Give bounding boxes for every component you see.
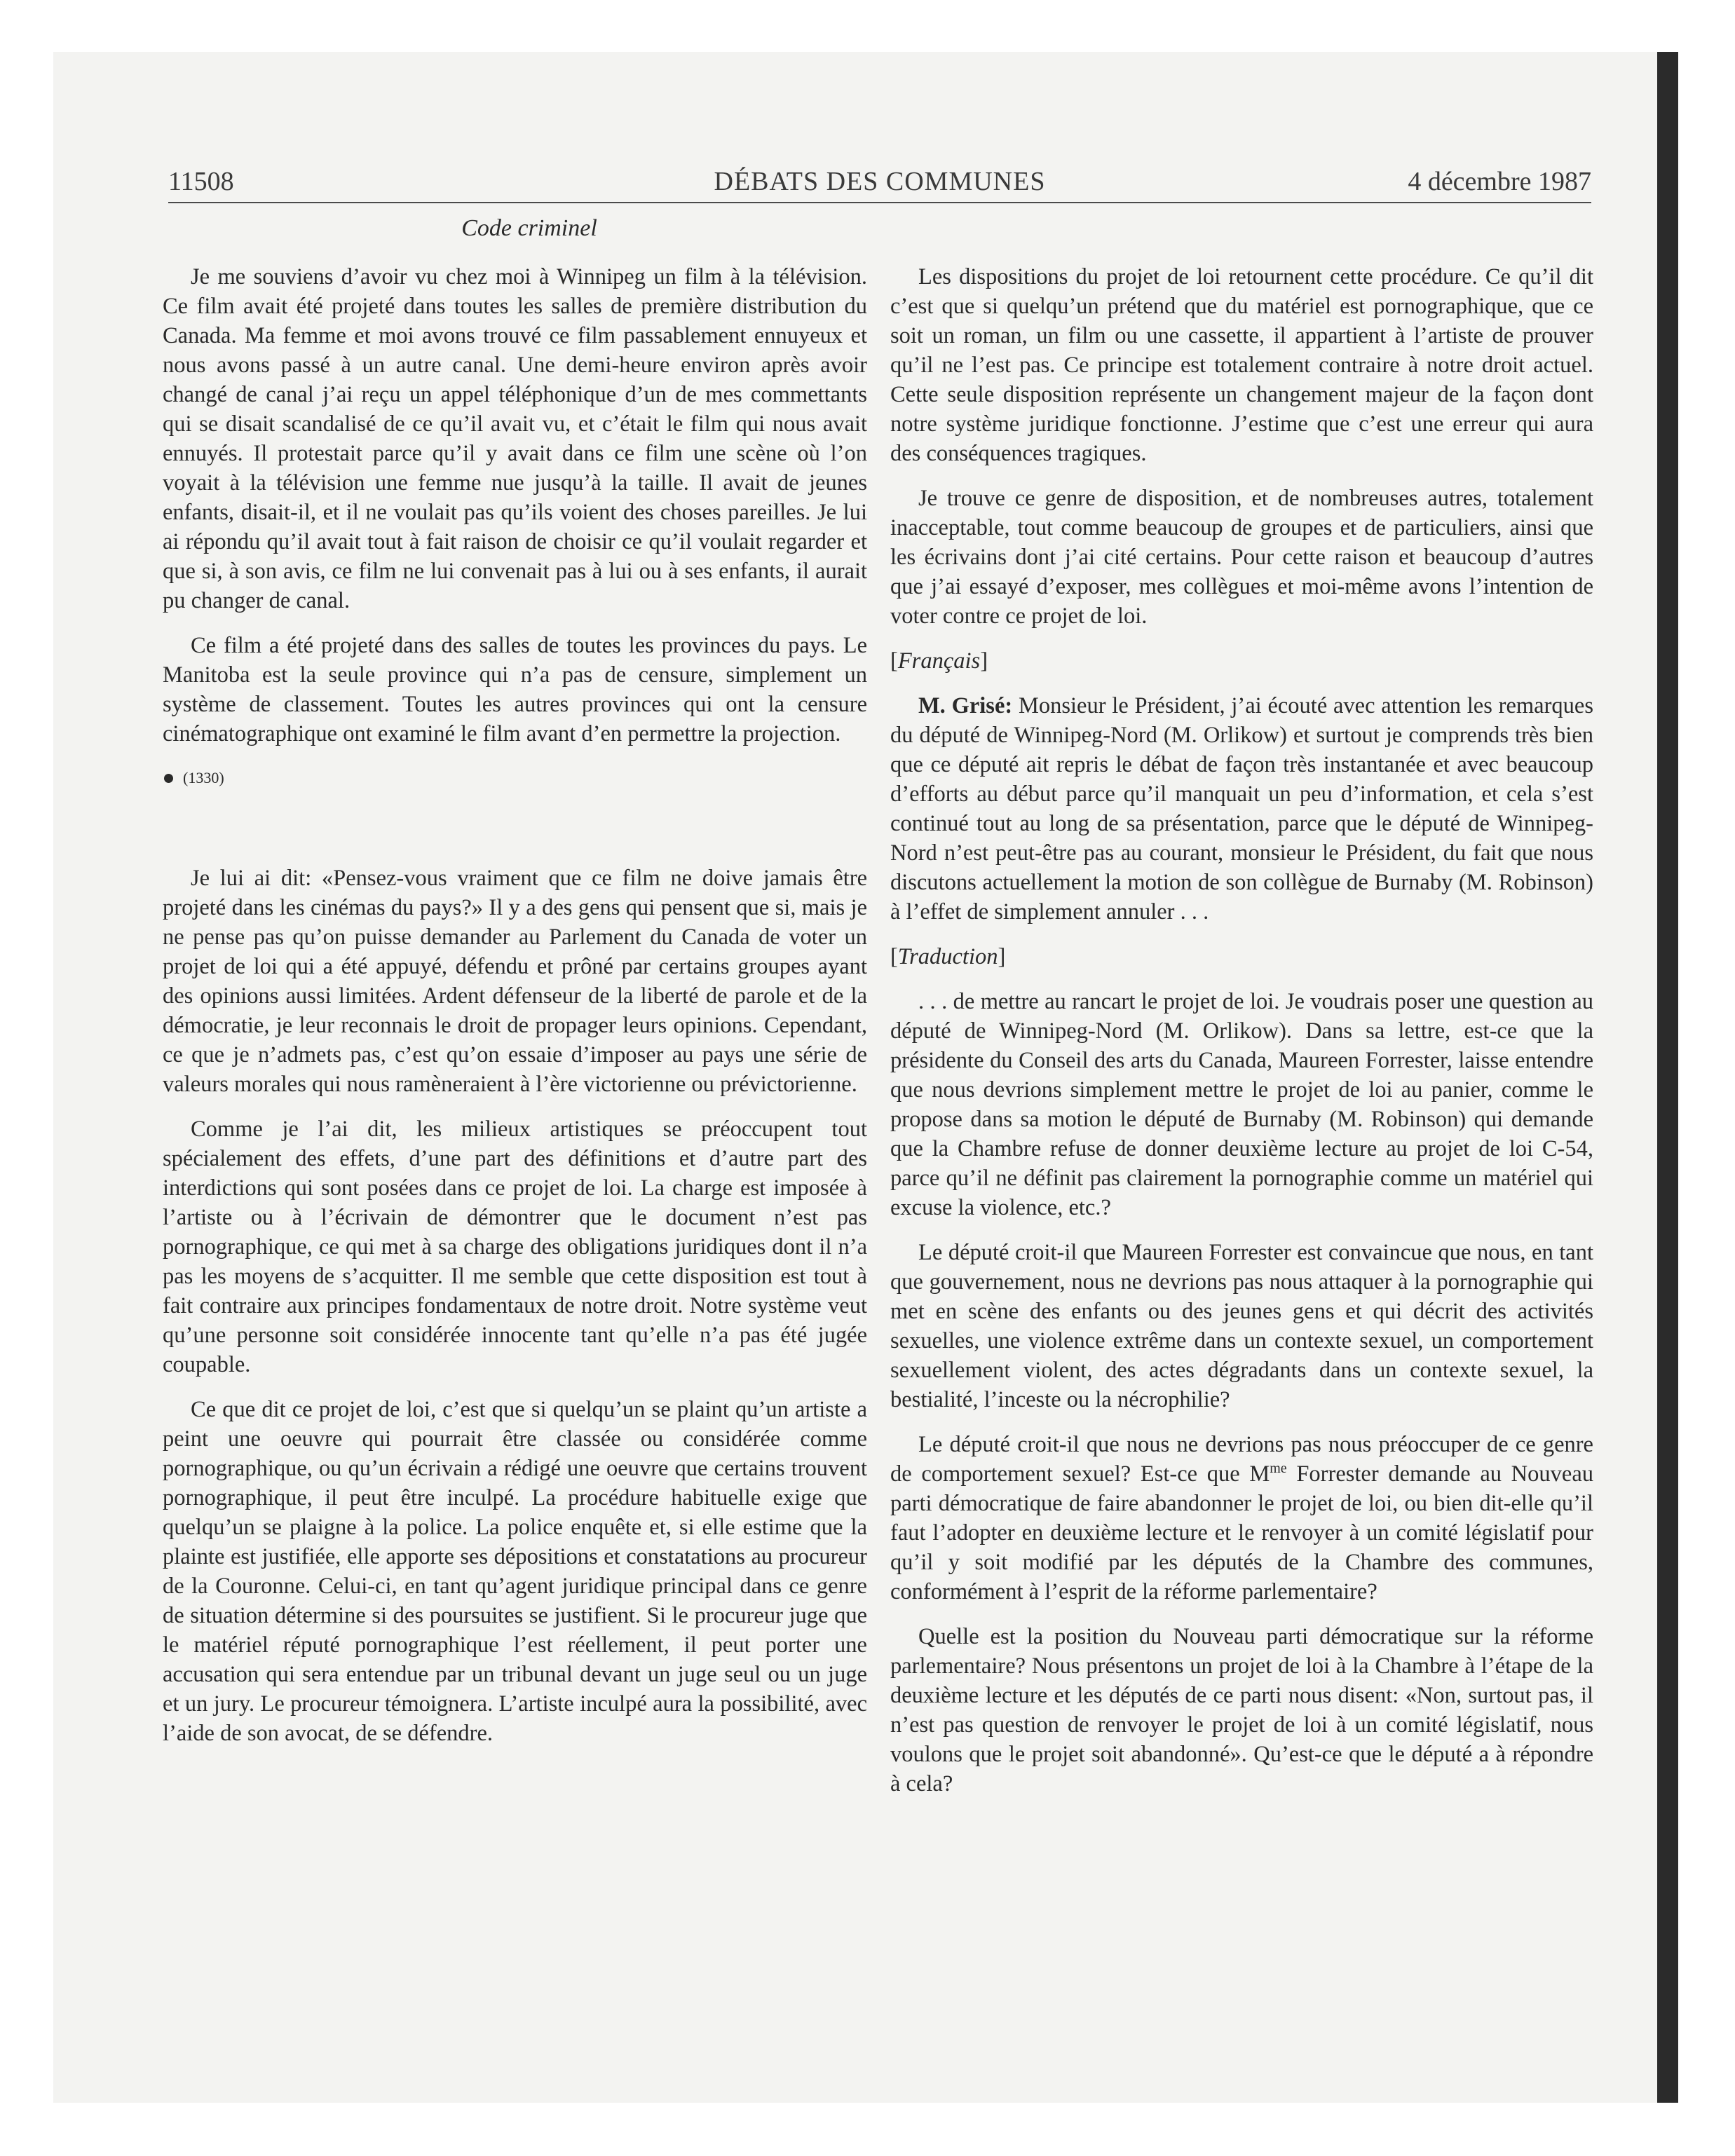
publication-title: DÉBATS DES COMMUNES	[714, 167, 1046, 196]
language-tag: [Français]	[890, 648, 988, 674]
paragraph	[890, 1430, 1593, 1606]
paragraph: Je me souviens d’avoir vu chez moi à Winnipeg un film à la télévision. Ce film avait été projeté dans toutes les salles de première distribution du Canada. Ma femme et moi avons trouvé ce film passablement ennuyeux et nous avons passé à un autre canal. Une demi-heure environ après avoir changé de canal j’ai reçu un appel téléphonique d’un de mes commettants qui se disait scandalisé de ce qu’il avait vu, et c’était le film qui nous avait ennuyés. Il protestait parce qu’il y avait dans ce film une scène où l’on voyait à la télévision une femme nue jusqu’à la taille. Il avait de jeunes enfants, disait-il, et il ne voulait pas qu’ils voient des choses pareilles. Je lui ai répondu qu’il avait tout à fait raison de choisir ce qu’il voulait regarder et que si, à son avis, ce film ne lui convenait pas à lui ou à ses enfants, il aurait pu changer de canal.	[163, 264, 867, 613]
speech-paragraph	[890, 691, 1593, 927]
right-column	[890, 262, 1593, 1814]
scan-edge-shadow	[1657, 52, 1678, 2103]
section-title: Code criminel	[461, 215, 597, 241]
paragraph: . . . de mettre au rancart le projet de loi. Je voudrais poser une question au député de Winnipeg-Nord (M. Orlikow). Dans sa lettre, est-ce que la présidente du Conseil des arts du Canada, Maureen Forrester, laisse entendre que nous devrions simplement mettre le projet de loi au panier, comme le propose dans sa motion le député de Burnaby (M. Robinson) qui demande que la Chambre refuse de donner deuxième lecture au projet de loi C-54, parce qu’il ne définit pas clairement la pornographie comme un matériel qui excuse la violence, etc.?	[890, 989, 1593, 1220]
language-tag: [Traduction]	[890, 944, 1006, 969]
header-rule	[168, 202, 1591, 203]
text-run: Forrester demande au Nouveau parti démocratique de faire abandonner le projet de loi, ou bien dit-elle qu’il faut l’adopter en deuxième lecture et le renvoyer à un comité législatif pour qu’il y soit modifié par les députés de la Chambre des communes, conformément à l’esprit de la réforme parlementaire?	[890, 1461, 1594, 1604]
paragraph: Comme je l’ai dit, les milieux artistiques se préoccupent tout spécialement des effets, d’une part des définitions et d’autre part des interdictions qui sont posées dans ce projet de loi. La charge est imposée à l’artiste ou à l’écrivain de démontrer que le document n’est pas pornographique, ce qui met à sa charge des obligations juridiques dont il n’a pas les moyens de s’acquitter. Il me semble que cette disposition est tout à fait contraire aux principes fondamentaux de notre droit. Notre système veut qu’une personne soit considérée innocente tant qu’elle n’a pas été jugée coupable.	[163, 1117, 867, 1377]
time-stamp: (1330)	[183, 769, 224, 786]
running-header	[168, 165, 1591, 198]
paragraph: Le député croit-il que Maureen Forrester est convaincue que nous, en tant que gouvernement, nous ne devrions pas nous attaquer à la pornographie qui met en scène des enfants ou des jeunes gens et qui décrit des activités sexuelles, une violence extrême dans un contexte sexuel, un comportement sexuellement violent, des actes dégradants dans un contexte sexuel, la bestialité, l’inceste ou la nécrophilie?	[890, 1240, 1593, 1412]
time-marker	[163, 764, 867, 792]
paragraph: Je trouve ce genre de disposition, et de nombreuses autres, totalement inacceptable, tout comme beaucoup de groupes et de particuliers, ainsi que les écrivains dont j’ai cité certains. Pour cette raison et beaucoup d’autres que j’ai essayé d’exposer, mes collègues et moi-même avons l’intention de voter contre ce projet de loi.	[890, 486, 1593, 629]
paragraph: Ce film a été projeté dans des salles de toutes les provinces du pays. Le Manitoba est la seule province qui n’a pas de censure, simplement un système de classement. Toutes les autres provinces qui ont la censure cinématographique ont examiné le film avant d’en permettre la projection.	[163, 633, 867, 746]
paragraph: Les dispositions du projet de loi retournent cette procédure. Ce qu’il dit c’est que si quelqu’un prétend que du matériel est pornographique, que ce soit un roman, un film ou une cassette, il appartient à l’artiste de prouver qu’il ne l’est pas. Ce principe est totalement contraire à notre droit actuel. Cette seule disposition représente un changement majeur de la façon dont notre système juridique fonctionne. J’estime que c’est une erreur qui aura des conséquences tragiques.	[890, 264, 1593, 466]
paragraph: Ce que dit ce projet de loi, c’est que si quelqu’un se plaint qu’un artiste a peint une oeuvre qui pourrait être classée ou considérée comme pornographique, ou qu’un écrivain a rédigé une oeuvre que certains trouvent pornographique, il peut être inculpé. La procédure habituelle exige que quelqu’un se plaigne à la police. La police enquête et, si elle estime que la plainte est justifiée, elle apporte ses dépositions et constatations au procureur de la Couronne. Celui-ci, en tant qu’agent juridique principal dans ce genre de situation détermine si des poursuites se justifient. Si le procureur juge que le matériel réputé pornographique l’est réellement, il peut porter une accusation qui sera entendue par un tribunal devant un juge seul ou un juge et un jury. Le procureur témoignera. L’artiste inculpé aura la possibilité, avec l’aide de son avocat, de se défendre.	[163, 1397, 867, 1746]
page-date: 4 décembre 1987	[1408, 167, 1591, 196]
paragraph: Je lui ai dit: «Pensez-vous vraiment que ce film ne doive jamais être projeté dans les cinémas du pays?» Il y a des gens qui pensent que si, mais je ne pense pas qu’on puisse demander au Parlement du Canada de voter un projet de loi qui a été appuyé, défendu et prôné par certains groupes ayant des opinions aussi limitées. Ardent défenseur de la liberté de parole et de la démocratie, je leur reconnais le droit de propager leurs opinions. Cependant, ce que je n’admets pas, c’est qu’on essaie d’imposer au pays une série de valeurs morales qui nous ramèneraient à l’ère victorienne ou prévictorienne.	[163, 866, 867, 1097]
superscript: me	[1270, 1461, 1287, 1477]
text-run: Le député croit-il que nous ne devrions pas nous préoccuper de ce genre de comportement sexuel? Est-ce que M	[890, 1432, 1593, 1487]
paragraph: Quelle est la position du Nouveau parti démocratique sur la réforme parlementaire? Nous présentons un projet de loi à la Chambre à l’étape de la deuxième lecture et les députés de ce parti nous disent: «Non, surtout pas, il n’est pas question de renvoyer le projet de loi à un comité législatif, nous voulons que le projet soit abandonné». Qu’est-ce que le député a à répondre à cela?	[890, 1624, 1593, 1796]
bullet-icon	[164, 774, 173, 783]
left-column	[163, 262, 867, 1763]
page-number: 11508	[168, 167, 234, 196]
speaker-name: M. Grisé:	[918, 693, 1013, 718]
speech-text: Monsieur le Président, j’ai écouté avec attention les remarques du député de Winnipeg-Nord (M. Orlikow) et surtout je comprends très bien que ce député ait repris le débat de façon très instantanée et avec beaucoup d’efforts au début parce qu’il manquait un peu d’information, et cela s’est continué tout au long de sa présentation, parce que le député de Winnipeg-Nord n’est peut-être pas au courant, monsieur le Président, du fait que nous discutons actuellement la motion de son collègue de Burnaby (M. Robinson) à l’effet de simplement annuler . . .	[890, 693, 1593, 925]
